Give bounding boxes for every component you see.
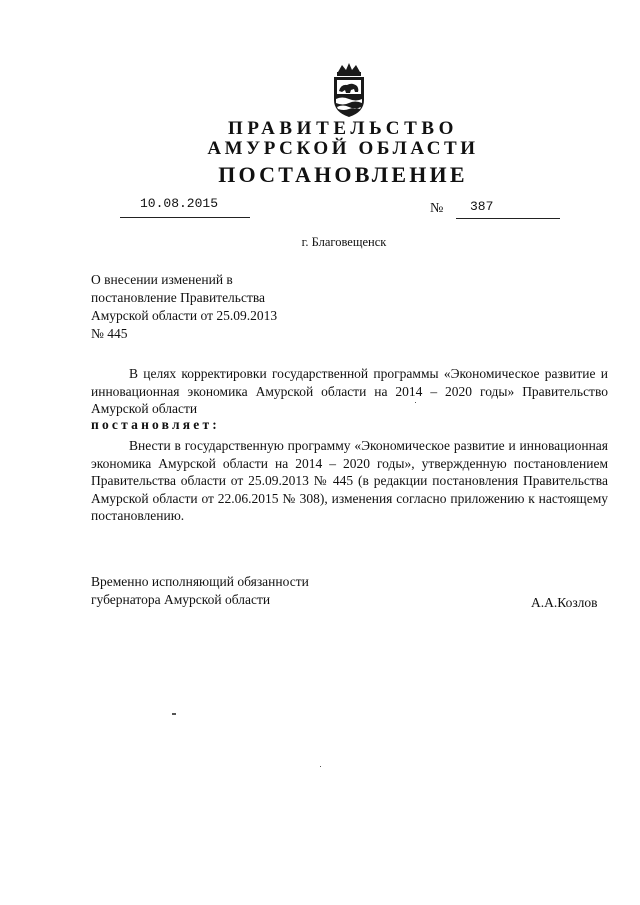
document-number: 387	[470, 199, 494, 214]
resolution-paragraph: Внести в государственную программу «Экономическое развитие и инновационная экономика Амурской области на 2014 – 2020 годы», утвержденную постановлением Правительства области от 25.09.2013 № 445 (в редакции постановления Правительства Амурской области от 22.06.2015 № 308), изменения согласно приложению к настоящему постановлению.	[91, 438, 608, 523]
decree-word: постановляет:	[91, 417, 220, 432]
number-label: №	[430, 201, 444, 216]
issuer-title-line2: АМУРСКОЙ ОБЛАСТИ	[207, 138, 479, 159]
subject-line: Амурской области от 25.09.2013	[91, 308, 278, 323]
subject-line: постановление Правительства	[91, 290, 266, 305]
scan-speck	[320, 766, 321, 767]
scan-speck	[415, 402, 416, 403]
signatory-title	[91, 573, 309, 609]
signatory-title-line: губернатора Амурской области	[91, 592, 271, 607]
subject-line: № 445	[91, 326, 128, 341]
subject-line: О внесении изменений в	[91, 272, 233, 287]
amur-oblast-coat-of-arms-icon	[326, 62, 372, 118]
document-date: 10.08.2015	[140, 196, 219, 211]
signatory-name: А.А.Козлов	[531, 595, 598, 610]
signatory-title-line: Временно исполняющий обязанности	[91, 574, 309, 589]
subject-block	[91, 271, 277, 343]
city-line: г. Благовещенск	[301, 235, 387, 249]
preamble-paragraph: В целях корректировки государственной программы «Экономическое развитие и инновационная экономика Амурской области на 2014 – 2020 годы» Правительство Амурской области	[91, 366, 608, 416]
scan-speck	[172, 713, 176, 715]
date-field	[120, 196, 250, 218]
number-field	[456, 199, 560, 219]
document-type-title: ПОСТАНОВЛЕНИЕ	[218, 162, 468, 187]
issuer-title-line1: ПРАВИТЕЛЬСТВО	[227, 118, 459, 139]
